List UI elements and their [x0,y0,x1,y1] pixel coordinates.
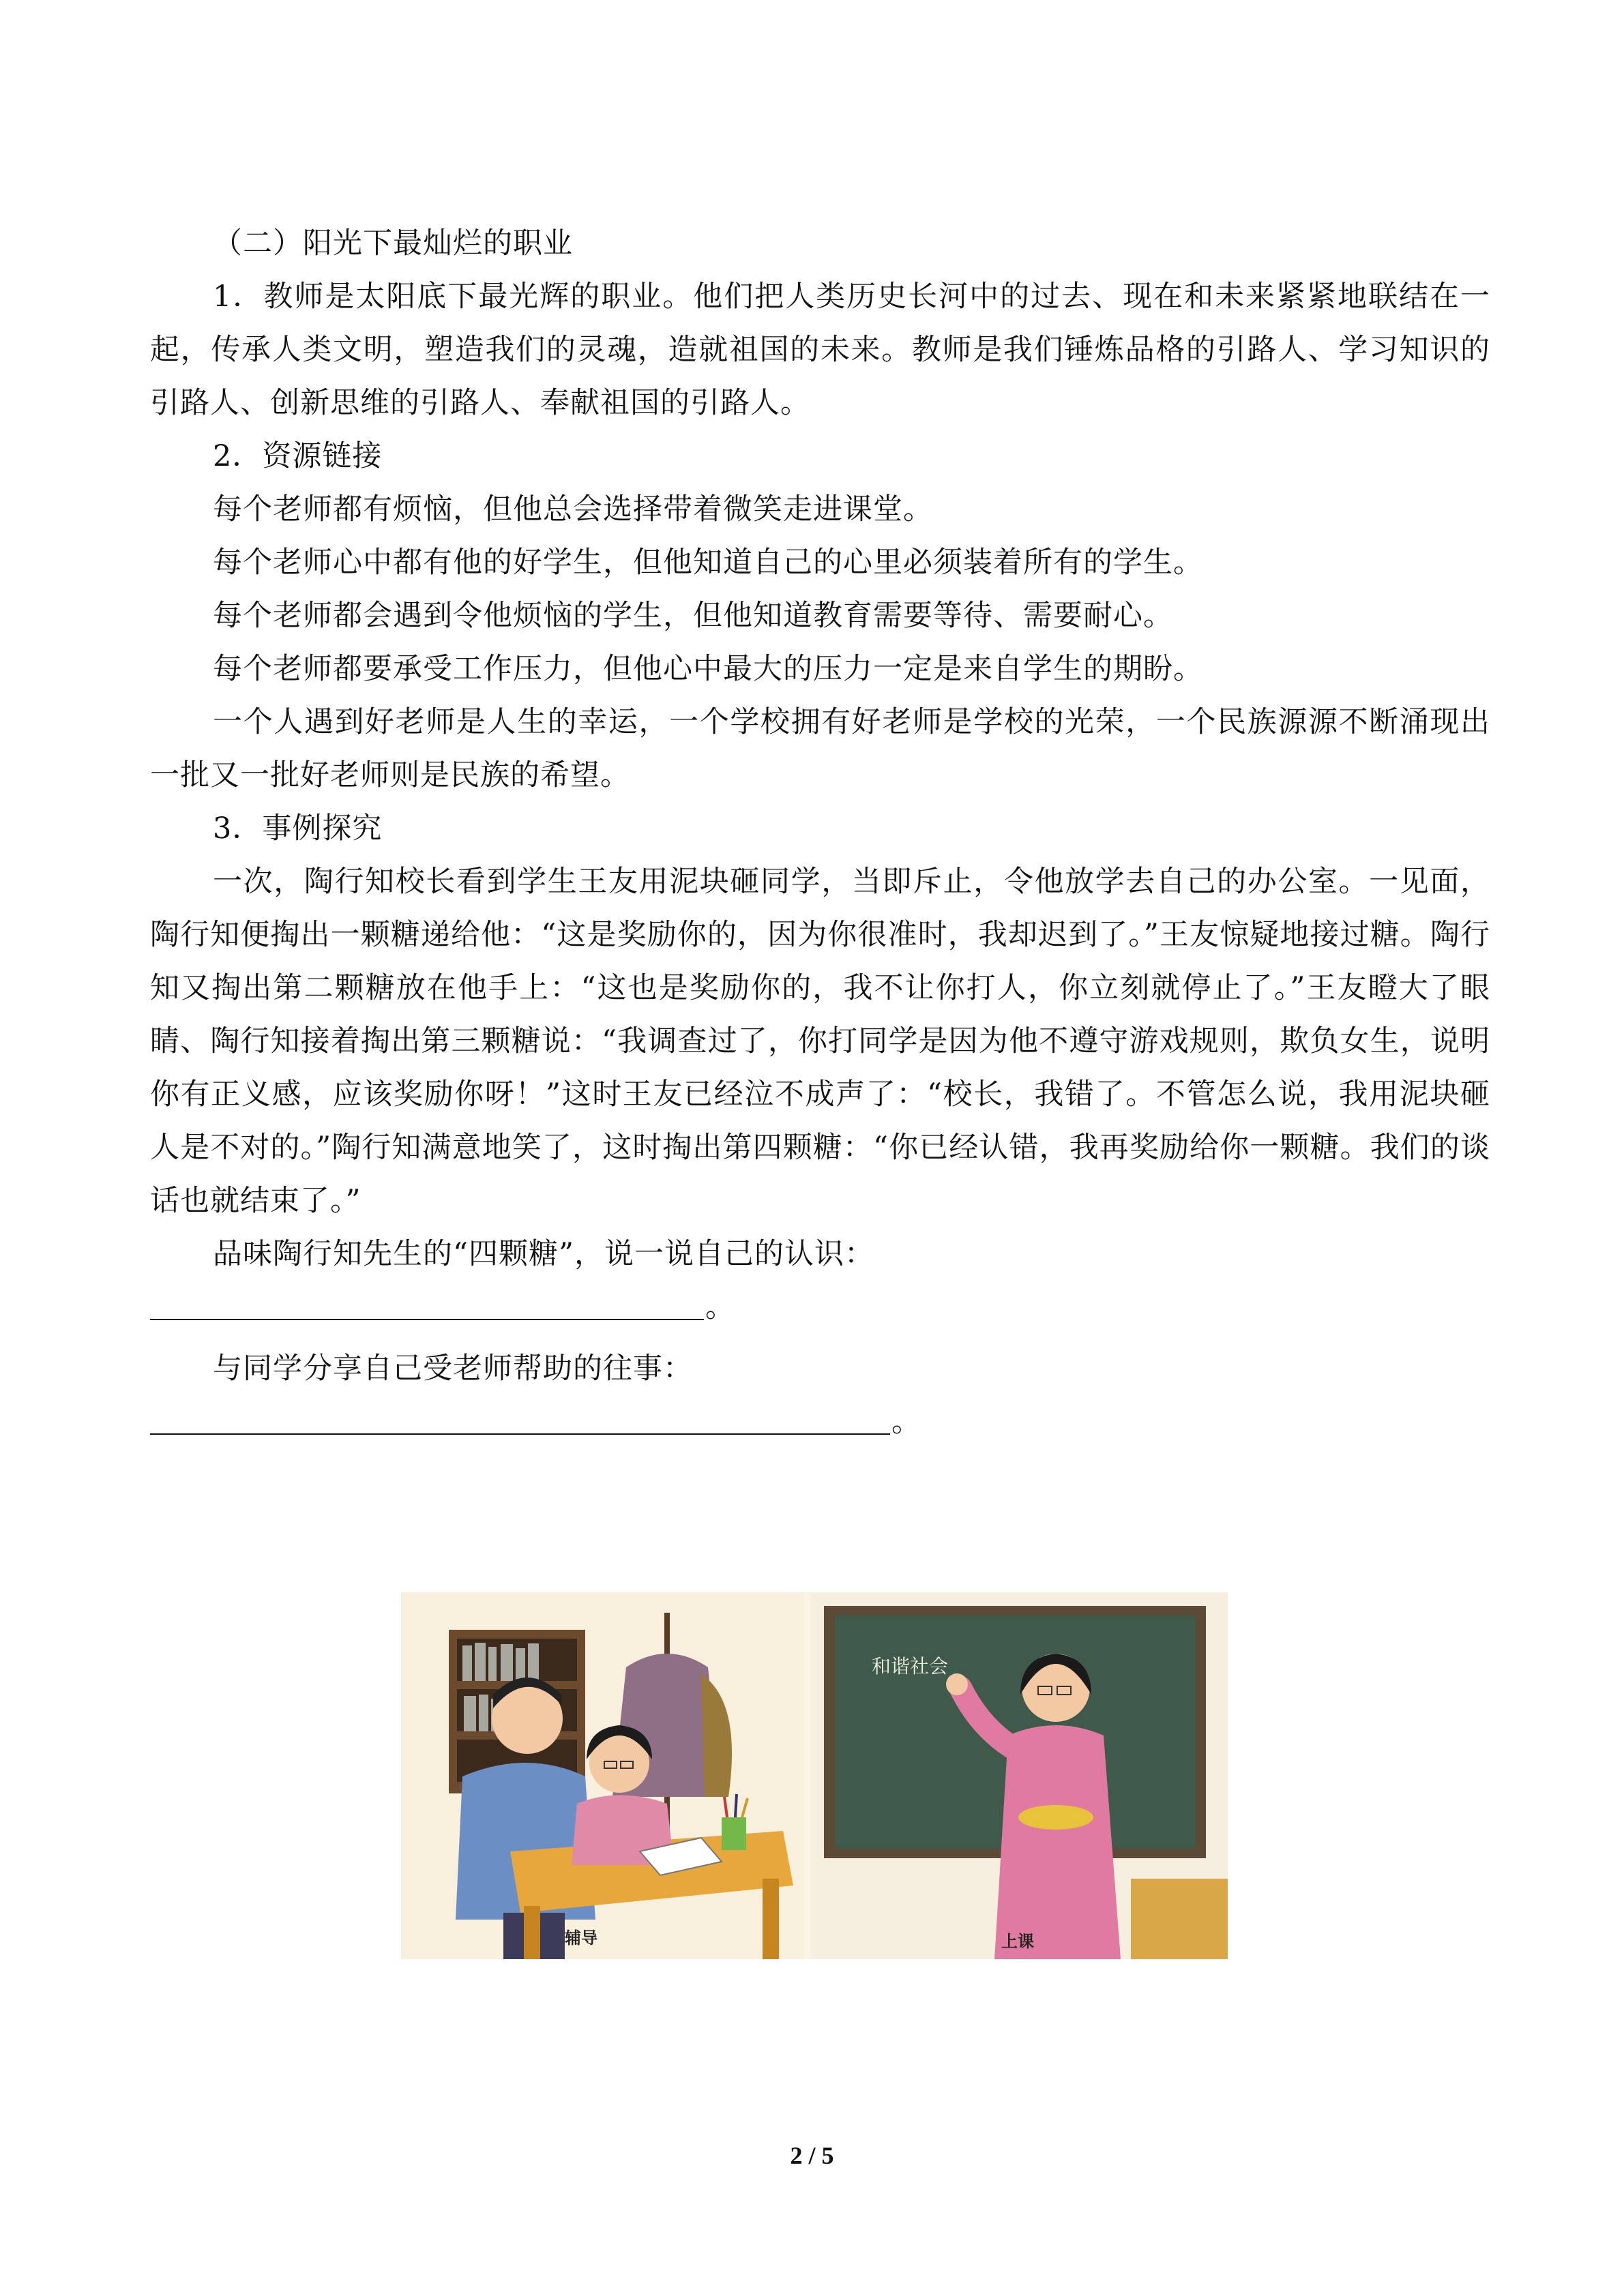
teacher-illustration [401,1592,1228,1959]
caption-teaching: 上课 [1001,1932,1034,1951]
answer-underline [150,1433,890,1435]
item-1-paragraph: 1．教师是太阳底下最光辉的职业。他们把人类历史长河中的过去、现在和未来紧紧地联结在一起，传承人类文明，塑造我们的灵魂，造就祖国的未来。教师是我们锤炼品格的引路人、学习知识的引路人、创新思维的引路人、奉献祖国的引路人。 [150,280,1490,420]
resource-line: 每个老师都有烦恼，但他总会选择带着微笑走进课堂。 [213,492,933,526]
prompt-reflection: 品味陶行知先生的“四颗糖”，说一说自己的认识： [213,1237,874,1271]
page-content [150,217,1490,1448]
tutoring-scene [401,1592,803,1959]
teaching-scene [810,1592,1228,1959]
resource-line: 每个老师都会遇到令他烦恼的学生，但他知道教育需要等待、需要耐心。 [213,599,1173,633]
resource-line: 每个老师都要承受工作压力，但他心中最大的压力一定是来自学生的期盼。 [213,652,1203,686]
item-3-title: 3．事例探究 [213,811,383,846]
blackboard-text: 和谐社会 [872,1655,949,1678]
blank-period: 。 [705,1290,735,1324]
item-2-title: 2．资源链接 [213,439,383,473]
resource-line: 一个人遇到好老师是人生的幸运，一个学校拥有好老师是学校的光荣，一个民族源源不断涌现出一批又一批好老师则是民族的希望。 [150,705,1490,792]
answer-blank-2[interactable] [150,1395,1490,1448]
blank-period: 。 [891,1405,921,1439]
resource-line: 每个老师心中都有他的好学生，但他知道自己的心里必须装着所有的学生。 [213,546,1203,580]
illustration-drawing [401,1592,1228,1959]
story-paragraph: 一次，陶行知校长看到学生王友用泥块砸同学，当即斥止，令他放学去自己的办公室。一见面，陶行知便掏出一颗糖递给他：“这是奖励你的，因为你很准时，我却迟到了。”王友惊疑地接过糖。陶行知又掏出第二颗糖放在他手上：“这也是奖励你的，我不让你打人，你立刻就停止了。”王友瞪大了眼睛、陶行知接着掏出第三颗糖说：“我调查过了，你打同学是因为他不遵守游戏规则，欺负女生，说明你有正义感，应该奖励你呀！”这时王友已经泣不成声了：“校长，我错了。不管怎么说，我用泥块砸人是不对的。”陶行知满意地笑了，这时掏出第四颗糖：“你已经认错，我再奖励给你一颗糖。我们的谈话也就结束了。” [150,865,1490,1218]
page-number: 2 / 5 [790,2142,834,2169]
answer-underline [150,1319,704,1320]
caption-tutoring: 辅导 [565,1928,597,1948]
answer-blank-1[interactable] [150,1281,1490,1334]
prompt-share: 与同学分享自己受老师帮助的往事： [213,1352,693,1386]
section-heading: （二）阳光下最灿烂的职业 [213,226,573,260]
